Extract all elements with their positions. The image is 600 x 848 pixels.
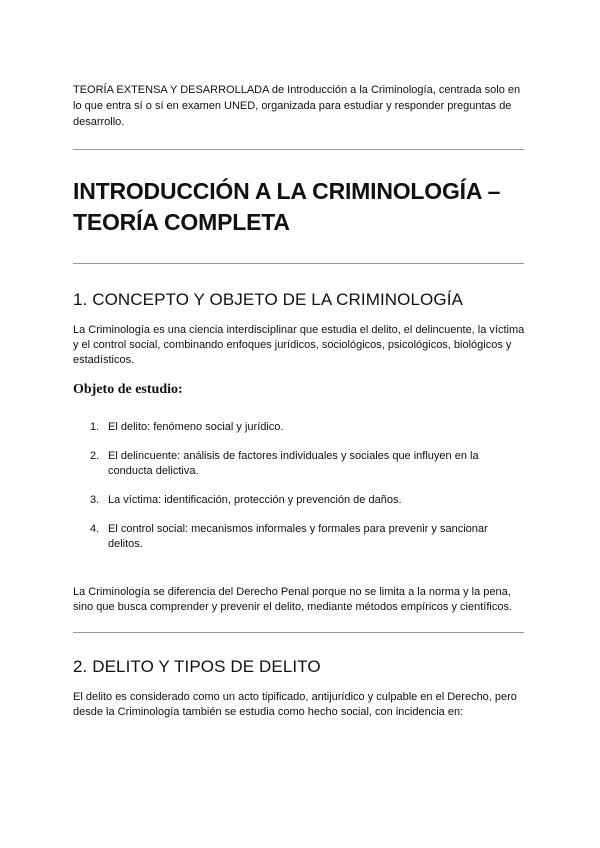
objeto-list bbox=[73, 420, 525, 552]
list-item-number: 4. bbox=[90, 523, 100, 535]
list-item-number: 2. bbox=[90, 450, 100, 462]
list-item bbox=[73, 420, 525, 435]
list-item-number: 1. bbox=[90, 421, 100, 433]
list-item bbox=[73, 493, 525, 508]
section-1-subheading: Objeto de estudio: bbox=[73, 382, 183, 397]
list-item-text: La víctima: identificación, protección y prevención de daños. bbox=[108, 494, 402, 506]
list-item bbox=[73, 449, 525, 479]
section-1-closing: La Criminología se diferencia del Derecho Penal porque no se limita a la norma y la pena, sino que busca comprender y prevenir el delito, mediante métodos empíricos y científicos. bbox=[73, 586, 512, 613]
divider bbox=[73, 263, 524, 264]
divider bbox=[73, 632, 524, 633]
document-page bbox=[73, 82, 525, 720]
intro-text: TEORÍA EXTENSA Y DESARROLLADA de Introducción a la Criminología, centrada solo en lo que entra sí o sí en examen UNED, organizada para estudiar y responder preguntas de desarrollo. bbox=[73, 84, 521, 128]
list-item-text: El control social: mecanismos informales y formales para prevenir y sancionar delitos. bbox=[108, 523, 488, 550]
list-item-text: El delincuente: análisis de factores individuales y sociales que influyen en la conducta delictiva. bbox=[108, 450, 479, 477]
divider bbox=[73, 149, 524, 150]
section-2-paragraph: El delito es considerado como un acto tipificado, antijurídico y culpable en el Derecho, pero desde la Criminología también se estudia como hecho social, con incidencia en: bbox=[73, 691, 517, 718]
section-1-heading: 1. CONCEPTO Y OBJETO DE LA CRIMINOLOGÍA bbox=[73, 290, 463, 309]
page-title: INTRODUCCIÓN A LA CRIMINOLOGÍA – TEORÍA COMPLETA bbox=[73, 178, 501, 235]
list-item-text: El delito: fenómeno social y jurídico. bbox=[108, 421, 284, 433]
section-1-paragraph: La Criminología es una ciencia interdisciplinar que estudia el delito, el delincuente, la víctima y el control social, combinando enfoques jurídicos, sociológicos, psicológicos, biológicos y estadísticos. bbox=[73, 324, 525, 366]
section-2-heading: 2. DELITO Y TIPOS DE DELITO bbox=[73, 657, 321, 676]
list-item bbox=[73, 522, 525, 552]
list-item-number: 3. bbox=[90, 494, 100, 506]
